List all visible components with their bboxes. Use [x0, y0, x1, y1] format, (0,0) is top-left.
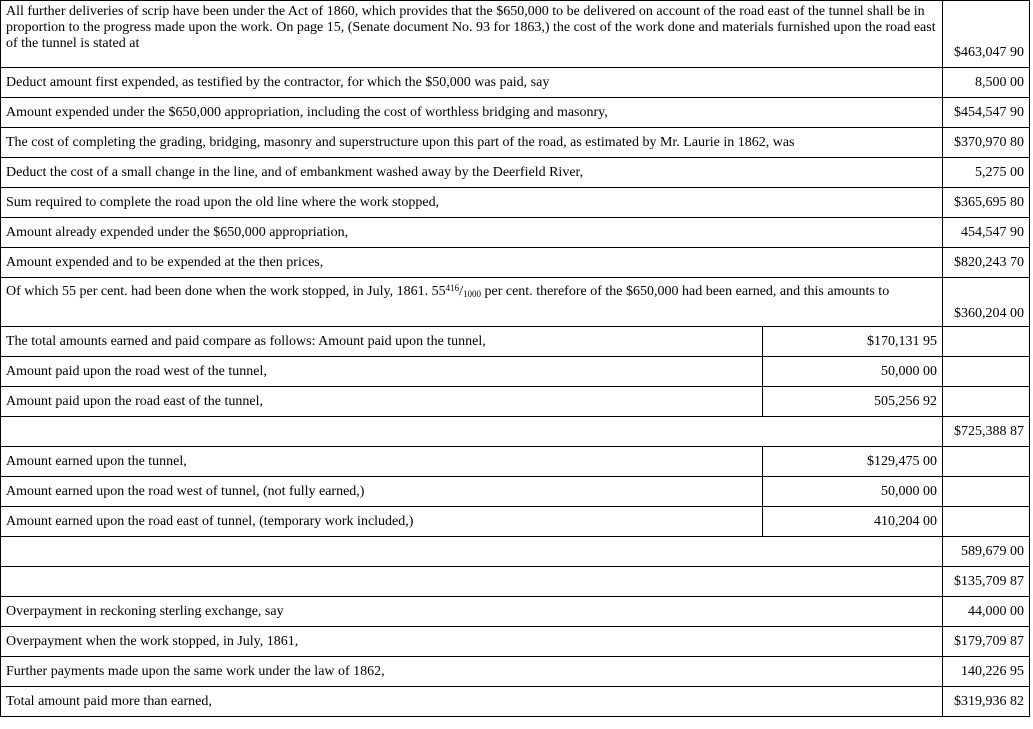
row-text: Amount earned upon the road east of tunnel, (temporary work included,) [1, 507, 763, 537]
row-text [1, 537, 943, 567]
fraction-denominator: 1000 [463, 289, 481, 299]
row-subamount: 50,000 00 [763, 477, 943, 507]
row-amount: 5,275 00 [943, 158, 1030, 188]
table-row [1, 477, 1030, 507]
row-amount: $319,936 82 [943, 687, 1030, 717]
row-text: All further deliveries of scrip have been under the Act of 1860, which provides that the $650,000 to be delivered on account of the road east of the tunnel shall be in proportion to the progress made upon the work. On page 15, (Senate document No. 93 for 1863,) the cost of the work done and materials furnished upon the road east of the tunnel is stated at [1, 1, 943, 68]
percent-text-before: Of which 55 per cent. had been done when the work stopped, in July, 1861. 55 [6, 284, 446, 299]
row-amount: 44,000 00 [943, 597, 1030, 627]
table-row [1, 597, 1030, 627]
row-text: Amount expended under the $650,000 appropriation, including the cost of worthless bridging and masonry, [1, 98, 943, 128]
row-subamount: $129,475 00 [763, 447, 943, 477]
row-amount [943, 477, 1030, 507]
row-amount [943, 357, 1030, 387]
table-row [1, 68, 1030, 98]
table-row [1, 627, 1030, 657]
row-amount: 454,547 90 [943, 218, 1030, 248]
percent-row [1, 278, 1030, 327]
table-row [1, 128, 1030, 158]
table-row [1, 158, 1030, 188]
row-amount: $454,547 90 [943, 98, 1030, 128]
row-text: Amount paid upon the road west of the tunnel, [1, 357, 763, 387]
row-amount [943, 507, 1030, 537]
fraction-numerator: 416 [445, 283, 460, 293]
paid-total-row [1, 417, 1030, 447]
table-row [1, 1, 1030, 68]
row-amount: $820,243 70 [943, 248, 1030, 278]
row-amount [943, 387, 1030, 417]
row-text: Overpayment in reckoning sterling exchange, say [1, 597, 943, 627]
total-row [1, 687, 1030, 717]
row-text: Amount already expended under the $650,000 appropriation, [1, 218, 943, 248]
difference-amount: $135,709 87 [943, 567, 1030, 597]
row-subamount: $170,131 95 [763, 327, 943, 357]
row-amount: $179,709 87 [943, 627, 1030, 657]
row-text: Amount expended and to be expended at the then prices, [1, 248, 943, 278]
row-text: Deduct the cost of a small change in the line, and of embankment washed away by the Deerfield River, [1, 158, 943, 188]
row-text [1, 567, 943, 597]
table-row [1, 248, 1030, 278]
row-text: Amount earned upon the tunnel, [1, 447, 763, 477]
row-amount: $370,970 80 [943, 128, 1030, 158]
row-text: Amount earned upon the road west of tunnel, (not fully earned,) [1, 477, 763, 507]
row-amount [943, 327, 1030, 357]
row-text: Total amount paid more than earned, [1, 687, 943, 717]
row-text: Overpayment when the work stopped, in July, 1861, [1, 627, 943, 657]
row-text: Of which 55 per cent. had been done when the work stopped, in July, 1861. $55^{416}/_{1000}$ per cent. therefore of the $650,000 had been earned, and this amounts to [1, 278, 943, 327]
row-text: Deduct amount first expended, as testified by the contractor, for which the $50,000 was paid, say [1, 68, 943, 98]
row-subamount: 505,256 92 [763, 387, 943, 417]
row-text: Amount paid upon the road east of the tunnel, [1, 387, 763, 417]
row-subamount: 410,204 00 [763, 507, 943, 537]
earned-total-row [1, 537, 1030, 567]
table-row [1, 357, 1030, 387]
row-amount: 140,226 95 [943, 657, 1030, 687]
row-amount: 8,500 00 [943, 68, 1030, 98]
table-row [1, 188, 1030, 218]
table-row [1, 98, 1030, 128]
table-row [1, 447, 1030, 477]
paid-total: $725,388 87 [943, 417, 1030, 447]
table-row [1, 218, 1030, 248]
row-amount [943, 447, 1030, 477]
earned-total: 589,679 00 [943, 537, 1030, 567]
table-row [1, 327, 1030, 357]
percent-text-after: per cent. therefore of the $650,000 had been earned, and this amounts to [481, 284, 890, 299]
row-amount: $365,695 80 [943, 188, 1030, 218]
row-text: Sum required to complete the road upon the old line where the work stopped, [1, 188, 943, 218]
row-text: The cost of completing the grading, bridging, masonry and superstructure upon this part of the road, as estimated by Mr. Laurie in 1862, was [1, 128, 943, 158]
row-amount: $360,204 00 [943, 278, 1030, 327]
row-text: The total amounts earned and paid compare as follows: Amount paid upon the tunnel, [1, 327, 763, 357]
table-row [1, 387, 1030, 417]
table-row [1, 507, 1030, 537]
difference-row [1, 567, 1030, 597]
row-text [1, 417, 943, 447]
row-subamount: 50,000 00 [763, 357, 943, 387]
row-text: Further payments made upon the same work under the law of 1862, [1, 657, 943, 687]
table-row [1, 657, 1030, 687]
row-amount: $463,047 90 [943, 1, 1030, 68]
